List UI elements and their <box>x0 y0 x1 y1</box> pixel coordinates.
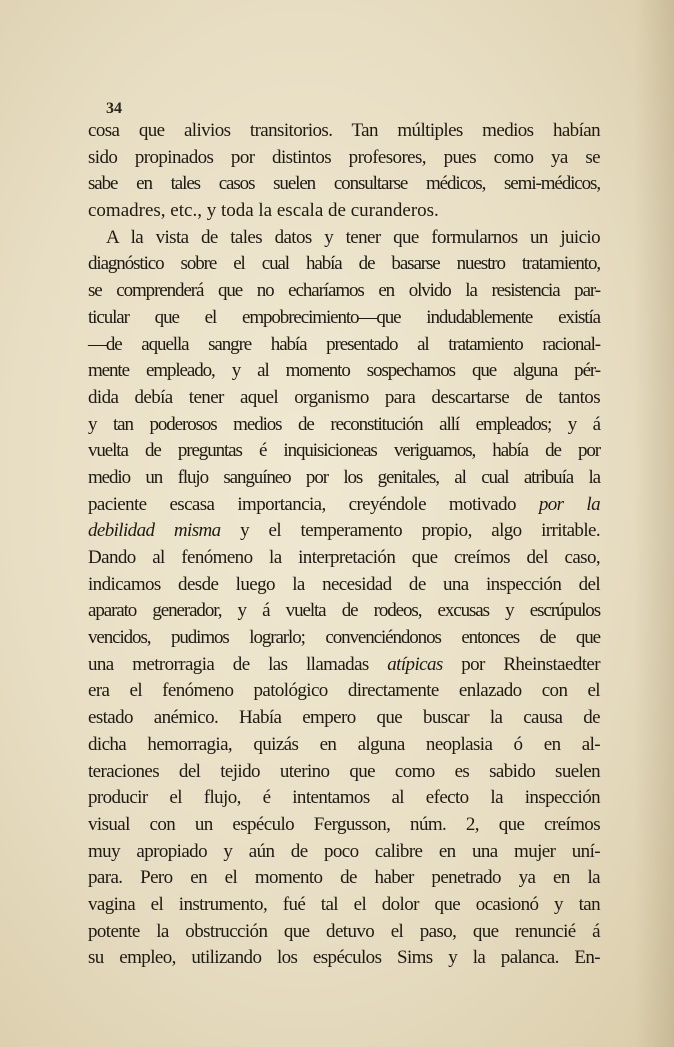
text-line: vencidos, pudimos lograrlo; convenciéndonos entonces de que <box>88 627 600 649</box>
text-line: sabe en tales casos suelen consultarse médicos, semi-médicos, <box>88 173 600 195</box>
text-line <box>88 518 600 545</box>
text-line-roman: por Rheinstaedter <box>442 653 600 675</box>
text-line: muy apropiado y aún de poco calibre en una mujer uní- <box>88 840 600 862</box>
page-edge-shadow <box>634 0 674 1047</box>
text-line: Dando al fenómeno la interpretación que creímos del caso, <box>88 547 600 568</box>
text-line: ticular que el empobrecimiento—que indudablemente existía <box>88 306 600 328</box>
text-line: teraciones del tejido uterino que como es sabido suelen <box>88 760 600 782</box>
text-line-italic: debilidad misma <box>88 520 221 542</box>
body-text <box>88 118 600 972</box>
text-line: para. Pero en el momento de haber penetrado ya en la <box>88 867 600 889</box>
text-line: y tan poderosos medios de reconstitución allí empleados; y á <box>88 413 600 435</box>
text-line: mente empleado, y al momento sospechamos que alguna pér- <box>88 360 600 382</box>
text-line: potente la obstrucción que detuvo el paso, que renuncié á <box>88 920 600 942</box>
text-line-italic: por la <box>538 493 601 515</box>
text-line <box>88 492 600 519</box>
text-line: vagina el instrumento, fué tal el dolor que ocasionó y tan <box>88 893 600 915</box>
text-line: dida debía tener aquel organismo para descartarse de tantos <box>88 386 600 408</box>
text-line: aparato generador, y á vuelta de rodeos, excusas y escrúpulos <box>88 600 600 622</box>
text-line: producir el flujo, é intentamos al efecto la inspección <box>88 787 600 809</box>
text-line: era el fenómeno patológico directamente enlazado con el <box>88 680 600 702</box>
text-line: sido propinados por distintos profesores, pues como ya se <box>88 146 600 168</box>
text-line: cosa que alivios transitorios. Tan múltiples medios habían <box>88 120 600 141</box>
text-line: comadres, etc., y toda la escala de curanderos. <box>88 200 439 222</box>
text-line: se comprenderá que no echaríamos en olvido la resistencia par- <box>88 280 600 302</box>
text-line: su empleo, utilizando los espéculos Sims y la palanca. En- <box>88 947 600 969</box>
text-line-italic: atípicas <box>387 653 443 675</box>
text-line: diagnóstico sobre el cual había de basarse nuestro tratamiento, <box>88 253 600 275</box>
text-line: vuelta de preguntas é inquisicioneas veriguamos, había de por <box>88 440 600 462</box>
text-line: —de aquella sangre había presentado al tratamiento racional- <box>88 333 600 355</box>
text-line: indicamos desde luego la necesidad de una inspección del <box>88 573 600 595</box>
text-line: medio un flujo sanguíneo por los genitales, al cual atribuía la <box>88 466 600 488</box>
text-line-roman: y el temperamento propio, algo irritable. <box>220 520 600 542</box>
text-line: visual con un espéculo Fergusson, núm. 2, que creímos <box>88 813 600 835</box>
text-line: estado anémico. Había empero que buscar la causa de <box>88 707 600 729</box>
text-line: A la vista de tales datos y tener que formularnos un juicio <box>106 226 600 248</box>
page-number: 34 <box>106 100 122 117</box>
text-line: dicha hemorragia, quizás en alguna neoplasia ó en al- <box>88 733 600 755</box>
text-line <box>88 652 600 679</box>
text-line-roman: paciente escasa importancia, creyéndole motivado <box>88 493 539 515</box>
text-line-roman: una metrorragia de las llamadas <box>88 653 388 675</box>
